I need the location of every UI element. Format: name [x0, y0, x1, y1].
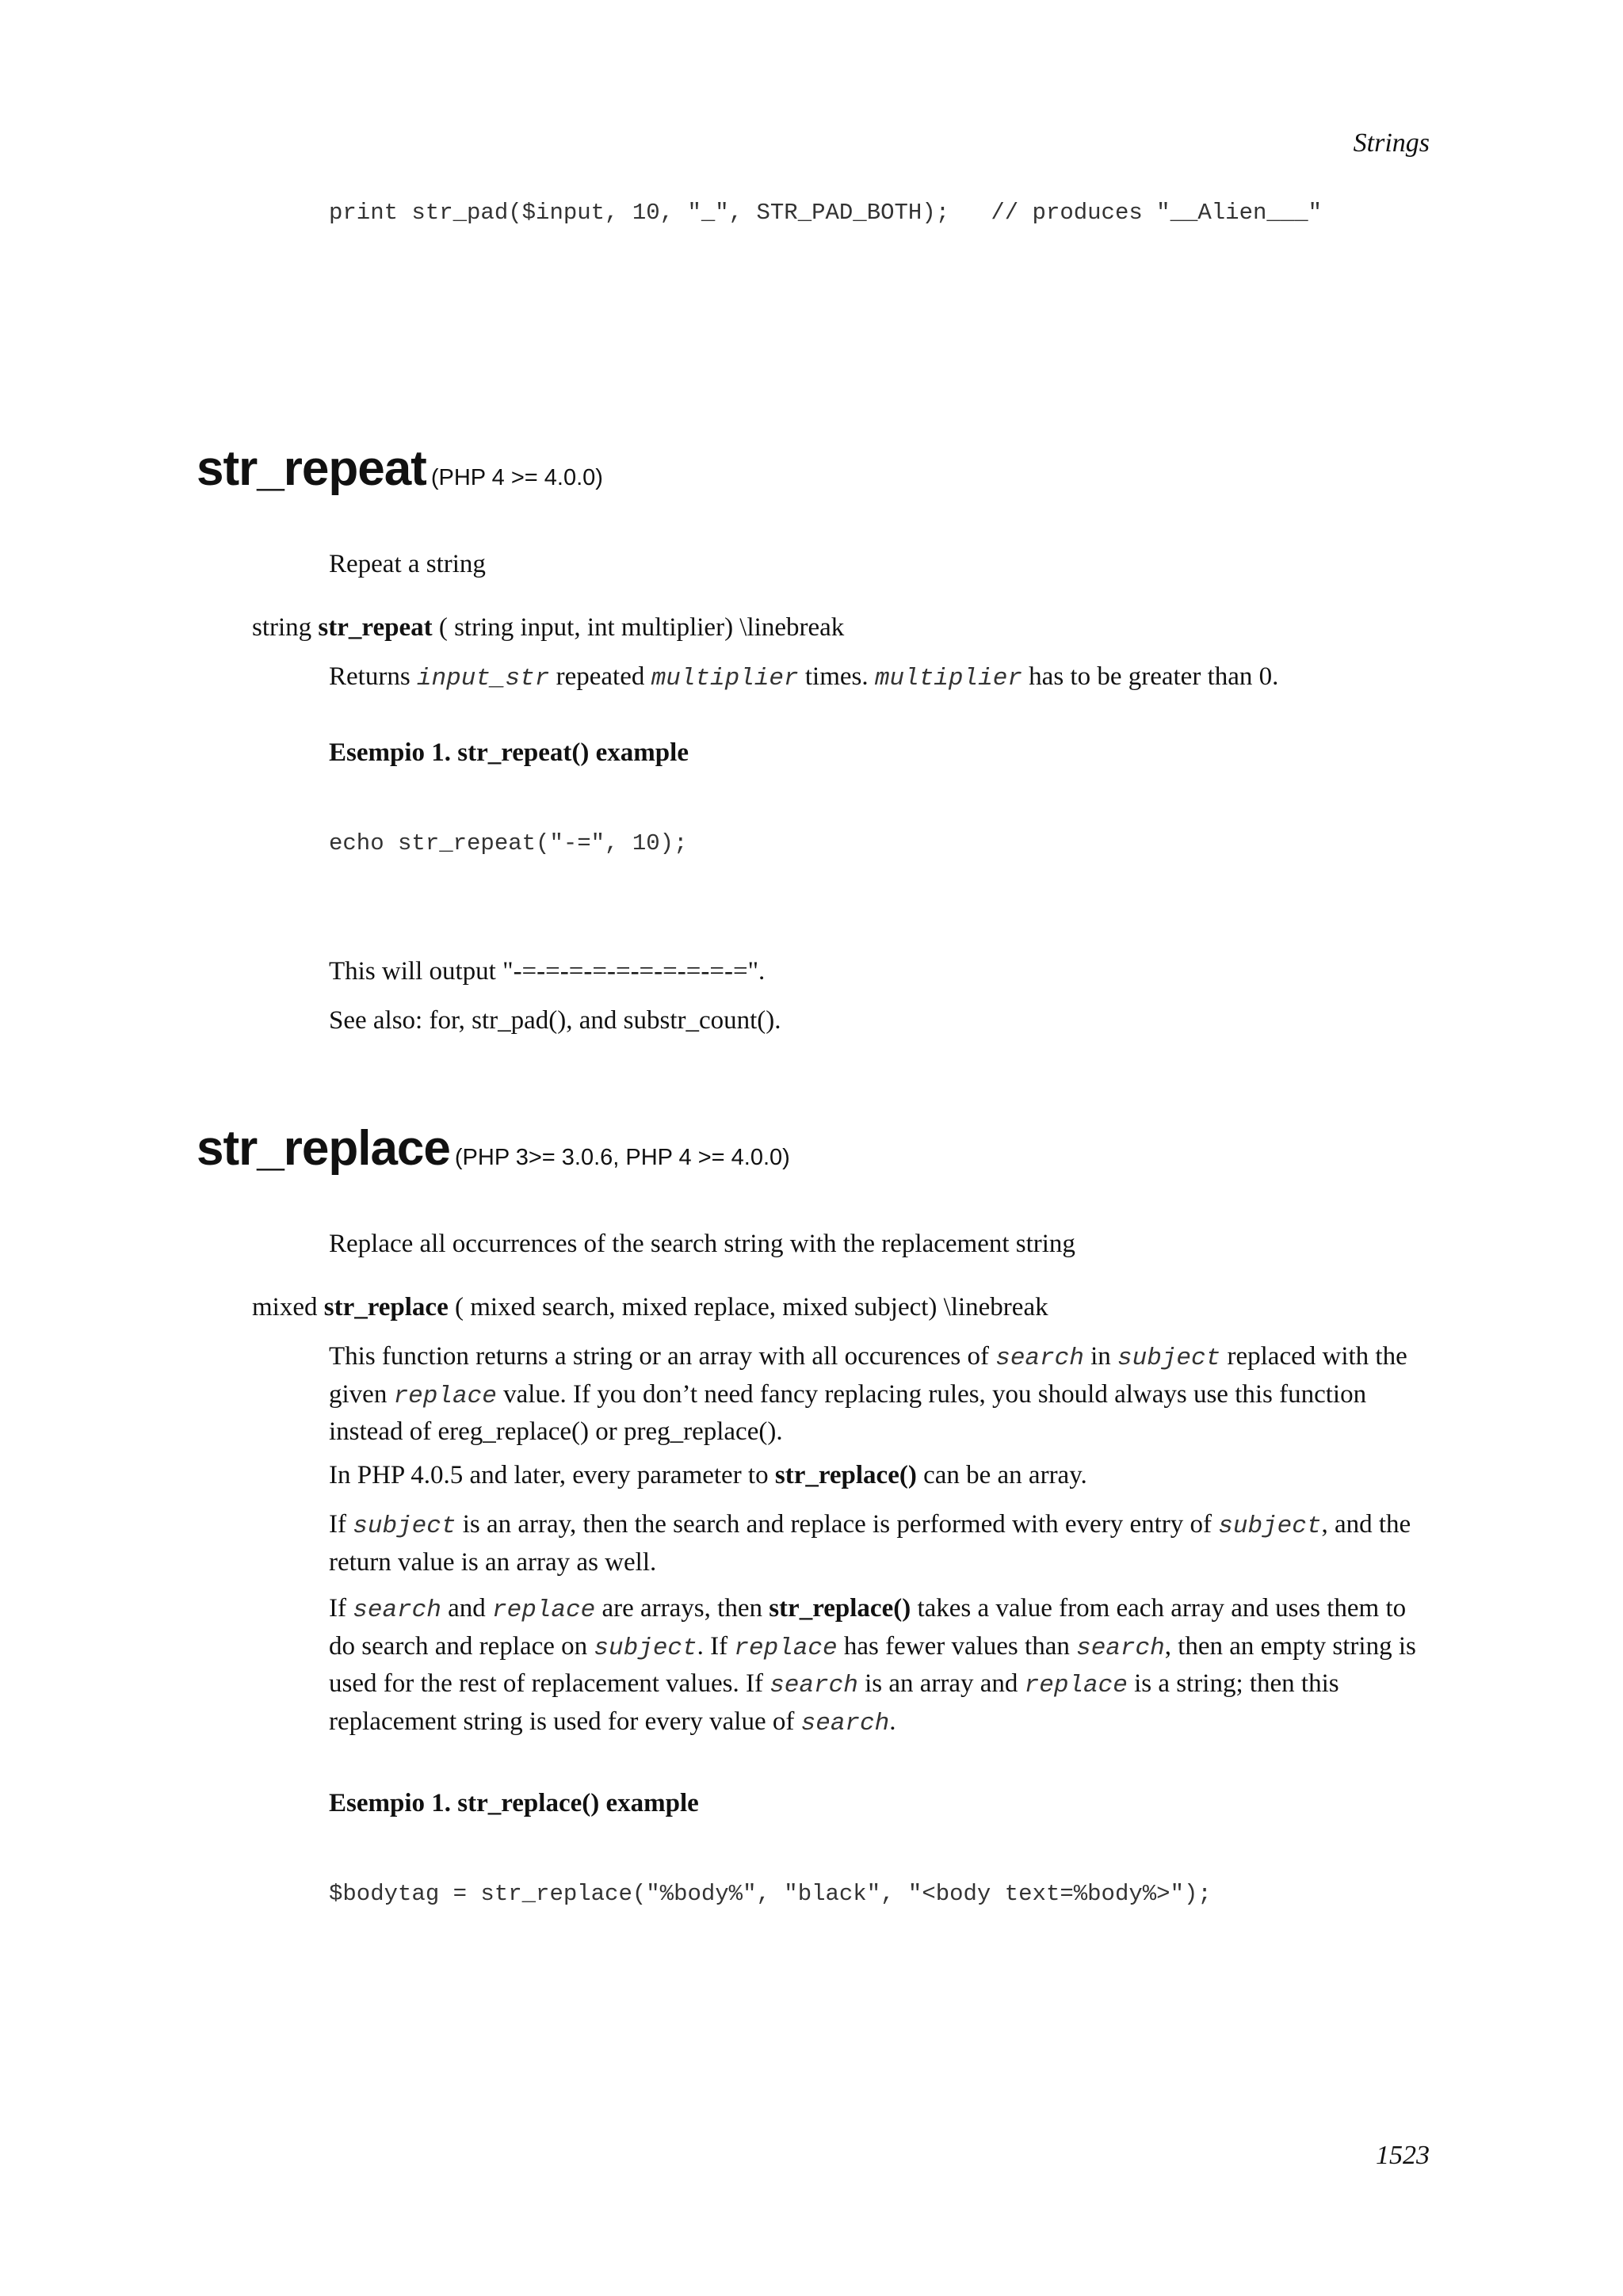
- str-repeat-example-title: Esempio 1. str_repeat() example: [329, 738, 689, 767]
- str-repeat-synopsis: [252, 610, 844, 645]
- text-run: If: [329, 1594, 353, 1623]
- synopsis-params: ( string input, int multiplier) \linebreak: [438, 613, 845, 642]
- text-run: are arrays, then: [595, 1594, 769, 1623]
- parameter-name: multiplier: [874, 665, 1022, 692]
- text-run: can be an array.: [916, 1461, 1087, 1489]
- str-repeat-example-code: echo str_repeat("-=", 10);: [329, 830, 688, 856]
- text-run: and: [441, 1594, 493, 1623]
- synopsis-params: ( mixed search, mixed replace, mixed subject) \linebreak: [454, 1293, 1048, 1322]
- parameter-name: search: [995, 1344, 1084, 1372]
- parameter-name: multiplier: [651, 665, 799, 692]
- parameter-name: search: [800, 1709, 890, 1737]
- parameter-name: subject: [594, 1634, 697, 1662]
- str-repeat-description: [329, 659, 1437, 697]
- text-run: . If: [697, 1631, 735, 1661]
- parameter-name: replace: [492, 1596, 596, 1624]
- str-repeat-title: str_repeat: [197, 441, 426, 496]
- str-replace-paragraph-3: [329, 1507, 1437, 1580]
- parameter-name: subject: [353, 1512, 456, 1540]
- synopsis-function-name: str_repeat: [318, 613, 433, 642]
- str-replace-synopsis: [252, 1290, 1048, 1325]
- text-run: , and the return value is an array as well.: [329, 1510, 1411, 1577]
- str-replace-version: (PHP 3>= 3.0.6, PHP 4 >= 4.0.0): [454, 1145, 790, 1170]
- text-run: is an array, then the search and replace is performed with every entry of: [456, 1510, 1219, 1539]
- parameter-name: subject: [1117, 1344, 1221, 1372]
- text-run: value. If you don’t need fancy replacing rules, you should always use this function instead of ereg_replace() or preg_replace().: [329, 1379, 1367, 1446]
- text-run: times.: [798, 662, 875, 691]
- text-run: replaced with the given: [329, 1342, 1407, 1409]
- text-run: is a string; then this replacement string is used for every value of: [329, 1669, 1339, 1736]
- text-run: repeated: [549, 662, 651, 691]
- text-run: has fewer values than: [837, 1631, 1077, 1661]
- str-replace-example-title: Esempio 1. str_replace() example: [329, 1789, 699, 1817]
- parameter-name: replace: [393, 1382, 497, 1410]
- parameter-name: replace: [734, 1634, 838, 1662]
- str-replace-example-code: $bodytag = str_replace("%body%", "black", "<body text=%body%>");: [329, 1881, 1212, 1907]
- str-repeat-see-also: See also: for, str_pad(), and substr_count().: [329, 1006, 781, 1035]
- synopsis-function-name: str_replace: [323, 1293, 449, 1322]
- text-run: has to be greater than 0.: [1022, 662, 1279, 691]
- function-reference: str_replace(): [774, 1461, 917, 1489]
- text-run: is an array and: [857, 1669, 1025, 1698]
- text-run: Returns: [329, 662, 417, 691]
- str-repeat-heading: [197, 441, 603, 497]
- text-run: , then an empty string is used for the rest of replacement values. If: [329, 1631, 1416, 1698]
- synopsis-return-type: string: [252, 613, 312, 642]
- parameter-name: search: [1076, 1634, 1165, 1662]
- running-header: Strings: [1353, 128, 1430, 158]
- text-run: If: [329, 1510, 353, 1539]
- str-replace-title: str_replace: [197, 1121, 450, 1176]
- parameter-name: input_str: [416, 665, 550, 692]
- synopsis-return-type: mixed: [252, 1293, 318, 1322]
- str-replace-purpose: Replace all occurrences of the search string with the replacement string: [329, 1230, 1075, 1258]
- str-repeat-version: (PHP 4 >= 4.0.0): [430, 465, 603, 490]
- text-run: This function returns a string or an array with all occurences of: [329, 1342, 996, 1371]
- function-reference: str_replace(): [769, 1594, 911, 1623]
- str-replace-paragraph-1: [329, 1339, 1437, 1450]
- text-run: .: [889, 1707, 896, 1736]
- text-run: In PHP 4.0.5 and later, every parameter to: [329, 1461, 775, 1489]
- parameter-name: search: [353, 1596, 441, 1624]
- page-number: 1523: [1376, 2141, 1430, 2170]
- text-run: in: [1083, 1342, 1118, 1371]
- str-repeat-output-text: This will output "-=-=-=-=-=-=-=-=-=-=".: [329, 957, 766, 986]
- str-repeat-purpose: Repeat a string: [329, 550, 486, 578]
- parameter-name: search: [769, 1672, 858, 1699]
- str-replace-heading: [197, 1120, 790, 1177]
- parameter-name: subject: [1218, 1512, 1322, 1540]
- text-run: takes a value from each array and uses them to do search and replace on: [329, 1594, 1407, 1661]
- parameter-name: replace: [1024, 1672, 1128, 1699]
- top-code-line: print str_pad($input, 10, "_", STR_PAD_BOTH); // produces "__Alien___": [329, 200, 1323, 226]
- str-replace-paragraph-4: [329, 1591, 1437, 1741]
- str-replace-paragraph-2: [329, 1458, 1437, 1493]
